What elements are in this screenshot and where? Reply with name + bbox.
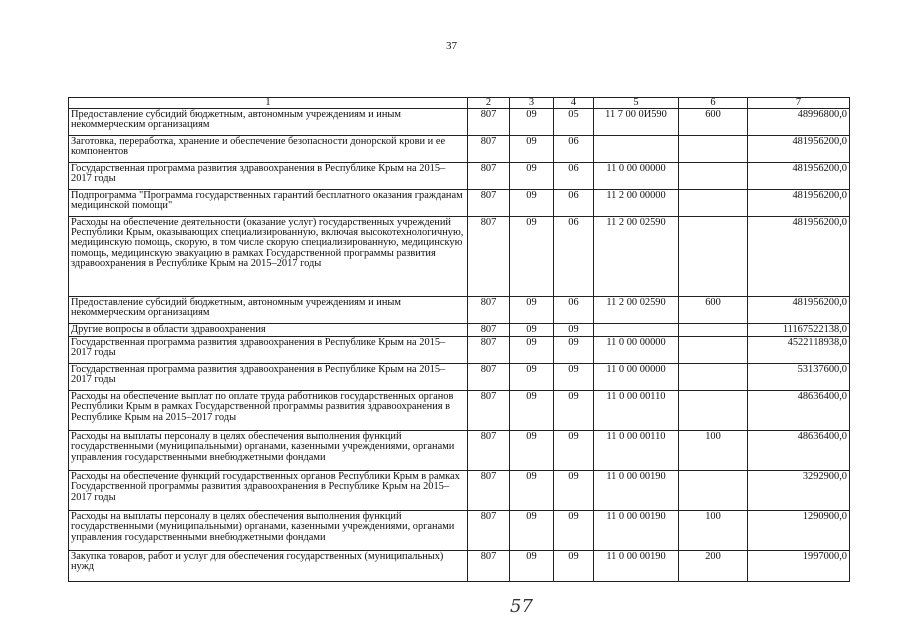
row-section: 09 [510,391,554,431]
table-row [69,431,850,471]
row-grbs: 807 [468,163,510,190]
row-grbs: 807 [468,337,510,364]
page-number: 37 [446,40,457,52]
budget-table [68,97,850,582]
row-target-article: 11 2 00 02590 [594,217,679,297]
header-col-4: 4 [554,98,594,109]
row-subsection: 09 [554,431,594,471]
header-col-2: 2 [468,98,510,109]
row-expense-type [679,391,748,431]
row-subsection: 09 [554,337,594,364]
row-section: 09 [510,109,554,136]
row-subsection: 06 [554,217,594,297]
row-grbs: 807 [468,324,510,337]
row-subsection: 09 [554,391,594,431]
header-col-7: 7 [748,98,850,109]
row-amount: 11167522138,0 [748,324,850,337]
row-expense-type [679,337,748,364]
header-col-5: 5 [594,98,679,109]
row-description: Предоставление субсидий бюджетным, автономным учреждениям и иным некоммерческим организациям [69,109,468,136]
row-amount: 48636400,0 [748,391,850,431]
row-target-article [594,324,679,337]
row-description: Заготовка, переработка, хранение и обеспечение безопасности донорской крови и ее компонентов [69,136,468,163]
row-subsection: 06 [554,190,594,217]
row-expense-type [679,190,748,217]
row-description: Расходы на обеспечение деятельности (оказание услуг) государственных учреждений Республики Крым, оказывающих специализированную, включая высокотехнологичную, медицинскую помощь, скорую, в том числе скорую специализированную, медицинскую помощь, медицинскую эвакуацию в рамках Государственной программы развития здравоохранения в Республике Крым на 2015–2017 годы [69,217,468,297]
table-row [69,297,850,324]
row-description: Государственная программа развития здравоохранения в Республике Крым на 2015–2017 годы [69,337,468,364]
row-amount: 481956200,0 [748,217,850,297]
row-section: 09 [510,551,554,582]
row-section: 09 [510,471,554,511]
table-row [69,511,850,551]
row-section: 09 [510,190,554,217]
row-expense-type [679,324,748,337]
row-subsection: 09 [554,471,594,511]
row-grbs: 807 [468,136,510,163]
row-amount: 53137600,0 [748,364,850,391]
row-section: 09 [510,337,554,364]
row-expense-type [679,136,748,163]
row-description: Государственная программа развития здравоохранения в Республике Крым на 2015–2017 годы [69,163,468,190]
row-expense-type [679,217,748,297]
row-grbs: 807 [468,217,510,297]
row-section: 09 [510,511,554,551]
row-subsection: 06 [554,136,594,163]
header-col-3: 3 [510,98,554,109]
row-target-article: 11 0 00 00190 [594,511,679,551]
row-amount: 3292900,0 [748,471,850,511]
row-section: 09 [510,136,554,163]
row-subsection: 09 [554,364,594,391]
row-subsection: 05 [554,109,594,136]
row-grbs: 807 [468,364,510,391]
row-target-article: 11 0 00 00110 [594,431,679,471]
row-amount: 1997000,0 [748,551,850,582]
row-description: Другие вопросы в области здравоохранения [69,324,468,337]
table-row [69,364,850,391]
row-subsection: 09 [554,551,594,582]
row-description: Расходы на обеспечение выплат по оплате труда работников государственных органов Республики Крым в рамках Государственной программы развития здравоохранения в Республике Крым на 2015–2017 годы [69,391,468,431]
row-target-article: 11 2 00 00000 [594,190,679,217]
row-target-article [594,136,679,163]
row-expense-type: 100 [679,431,748,471]
row-amount: 4522118938,0 [748,337,850,364]
table-row [69,324,850,337]
row-expense-type: 200 [679,551,748,582]
row-grbs: 807 [468,109,510,136]
row-expense-type: 100 [679,511,748,551]
row-section: 09 [510,163,554,190]
row-amount: 1290900,0 [748,511,850,551]
row-description: Расходы на выплаты персоналу в целях обеспечения выполнения функций государственными (муниципальными) органами, казенными учреждениями, органами управления государственными внебюджетными фондами [69,431,468,471]
row-expense-type [679,163,748,190]
row-subsection: 06 [554,163,594,190]
row-description: Расходы на обеспечение функций государственных органов Республики Крым в рамках Государственной программы развития здравоохранения в Республике Крым на 2015–2017 годы [69,471,468,511]
row-grbs: 807 [468,391,510,431]
row-amount: 481956200,0 [748,190,850,217]
row-target-article: 11 0 00 00190 [594,551,679,582]
table-row [69,190,850,217]
header-col-6: 6 [679,98,748,109]
row-grbs: 807 [468,431,510,471]
row-subsection: 09 [554,511,594,551]
row-expense-type: 600 [679,109,748,136]
row-section: 09 [510,297,554,324]
handwritten-page-number: 57 [510,596,533,617]
table-row [69,391,850,431]
row-amount: 481956200,0 [748,163,850,190]
row-grbs: 807 [468,471,510,511]
row-amount: 481956200,0 [748,297,850,324]
row-description: Государственная программа развития здравоохранения в Республике Крым на 2015–2017 годы [69,364,468,391]
row-section: 09 [510,431,554,471]
row-subsection: 09 [554,324,594,337]
row-amount: 48996800,0 [748,109,850,136]
row-section: 09 [510,324,554,337]
row-description: Предоставление субсидий бюджетным, автономным учреждениям и иным некоммерческим организациям [69,297,468,324]
row-description: Подпрограмма "Программа государственных гарантий бесплатного оказания гражданам медицинской помощи" [69,190,468,217]
row-description: Закупка товаров, работ и услуг для обеспечения государственных (муниципальных) нужд [69,551,468,582]
table-row [69,163,850,190]
row-expense-type [679,471,748,511]
row-grbs: 807 [468,297,510,324]
row-section: 09 [510,364,554,391]
row-amount: 48636400,0 [748,431,850,471]
table-row [69,109,850,136]
table-row [69,471,850,511]
table-row [69,551,850,582]
table-row [69,217,850,297]
row-target-article: 11 0 00 00190 [594,471,679,511]
row-amount: 481956200,0 [748,136,850,163]
row-target-article: 11 2 00 02590 [594,297,679,324]
row-target-article: 11 0 00 00000 [594,364,679,391]
row-target-article: 11 0 00 00000 [594,163,679,190]
header-col-1: 1 [69,98,468,109]
row-grbs: 807 [468,190,510,217]
row-expense-type [679,364,748,391]
row-target-article: 11 0 00 00110 [594,391,679,431]
row-grbs: 807 [468,551,510,582]
table-row [69,337,850,364]
row-subsection: 06 [554,297,594,324]
row-target-article: 11 0 00 00000 [594,337,679,364]
row-expense-type: 600 [679,297,748,324]
header-row [69,98,850,109]
table-row [69,136,850,163]
row-description: Расходы на выплаты персоналу в целях обеспечения выполнения функций государственными (муниципальными) органами, казенными учреждениями, органами управления государственными внебюджетными фондами [69,511,468,551]
row-target-article: 11 7 00 0И590 [594,109,679,136]
row-grbs: 807 [468,511,510,551]
row-section: 09 [510,217,554,297]
